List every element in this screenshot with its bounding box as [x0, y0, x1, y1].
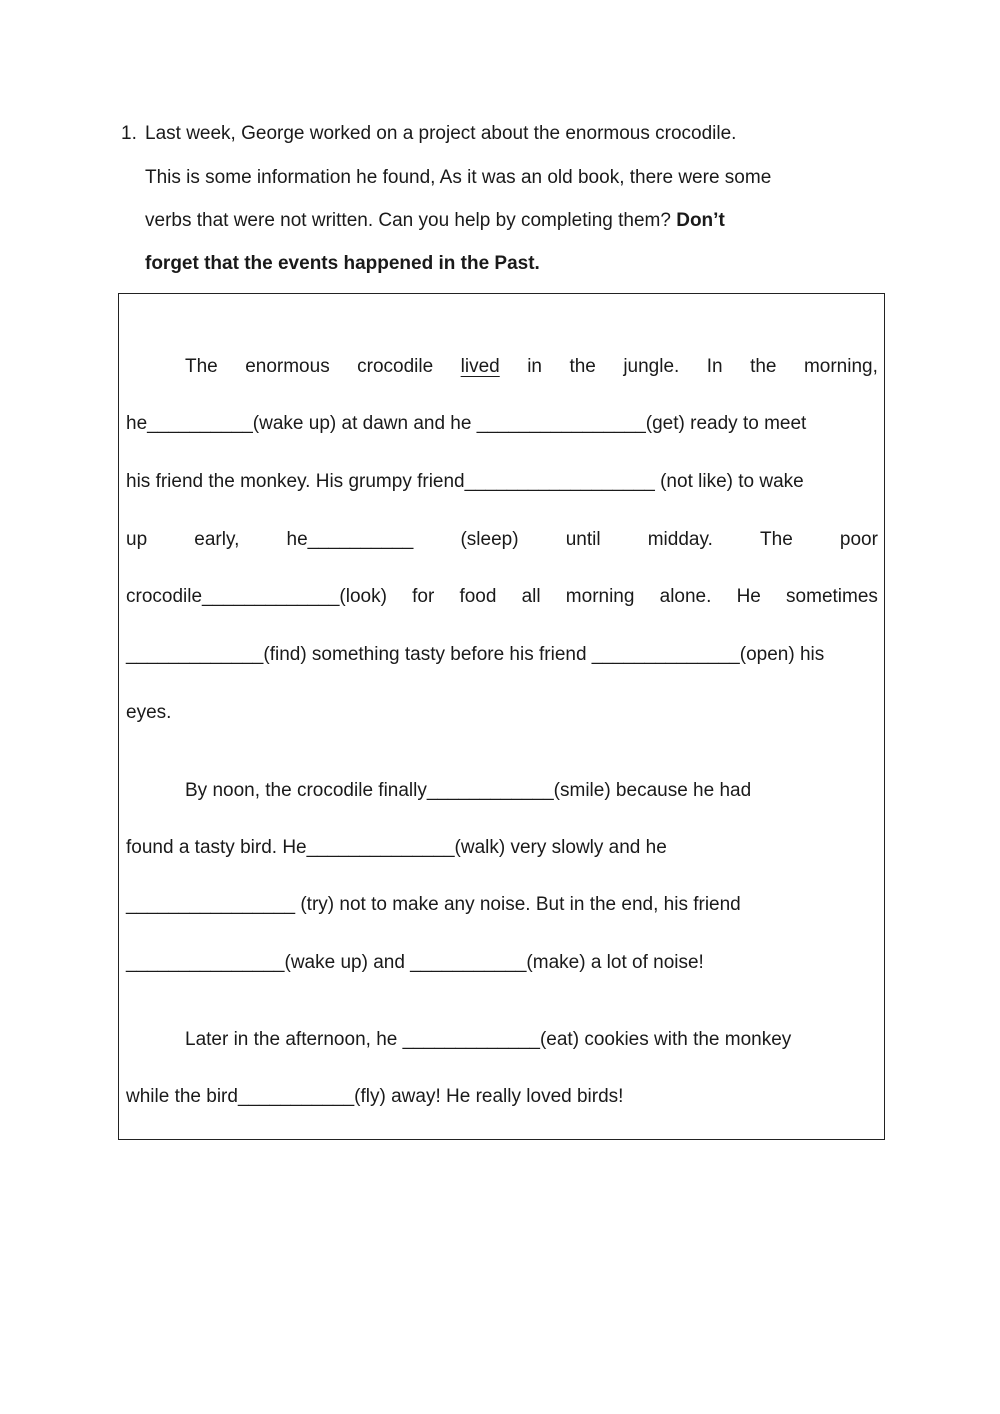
word: food	[459, 586, 497, 607]
word: enormous	[245, 356, 330, 377]
word: he__________	[286, 529, 414, 550]
instruction-line-3-text: verbs that were not written. Can you help by completing them?	[145, 210, 677, 231]
word: He	[736, 586, 761, 607]
word: jungle.	[623, 356, 680, 377]
word: (sleep)	[460, 529, 519, 550]
story-p1-line-6: _____________(find) something tasty before his friend ______________(open) his	[126, 644, 825, 665]
story-p1-line-2: he__________(wake up) at dawn and he ________________(get) ready to meet	[126, 413, 807, 434]
story-p1-line-7: eyes.	[126, 702, 172, 723]
story-p1-line-3: his friend the monkey. His grumpy friend__________________ (not like) to wake	[126, 471, 804, 492]
story-p2-line-4: _______________(wake up) and ___________(make) a lot of noise!	[126, 952, 704, 973]
story-p3-line-2: while the bird___________(fly) away! He really loved birds!	[126, 1086, 624, 1107]
word: morning,	[803, 356, 878, 377]
story-p2-line-1: By noon, the crocodile finally____________(smile) because he had	[185, 780, 752, 801]
word: The	[185, 356, 218, 377]
word: crocodile_____________(look)	[126, 586, 387, 607]
word: in	[527, 356, 542, 377]
word: In	[706, 356, 723, 377]
word: the	[750, 356, 777, 377]
word: for	[412, 586, 435, 607]
word: until	[565, 529, 601, 550]
word: poor	[839, 529, 878, 550]
instruction-line-2: This is some information he found, As it was an old book, there were some	[145, 167, 772, 188]
word: early,	[194, 529, 240, 550]
question-number: 1.	[121, 123, 137, 144]
word: the	[569, 356, 596, 377]
instruction-line-4	[145, 253, 540, 275]
instruction-bold-tail: Don’t	[676, 210, 725, 231]
instruction-bold-line: forget that the events happened in the Past.	[145, 253, 540, 274]
story-p1-line-4	[126, 528, 878, 552]
word: up	[126, 529, 148, 550]
word: alone.	[659, 586, 712, 607]
story-p1-line-5	[126, 585, 878, 609]
instruction-line-1: Last week, George worked on a project about the enormous crocodile.	[145, 123, 737, 144]
word: The	[760, 529, 793, 550]
word: all	[521, 586, 541, 607]
story-p2-line-3: ________________ (try) not to make any noise. But in the end, his friend	[126, 894, 741, 915]
word: morning	[565, 586, 635, 607]
instruction-line-3	[145, 210, 725, 232]
word: sometimes	[786, 586, 878, 607]
word: midday.	[647, 529, 713, 550]
word: crocodile	[357, 356, 434, 377]
story-p1-line-1	[185, 355, 878, 379]
story-p3-line-1: Later in the afternoon, he _____________(eat) cookies with the monkey	[185, 1029, 792, 1050]
story-p2-line-2: found a tasty bird. He______________(walk) very slowly and he	[126, 837, 667, 858]
example-answer-lived: lived	[460, 356, 500, 377]
